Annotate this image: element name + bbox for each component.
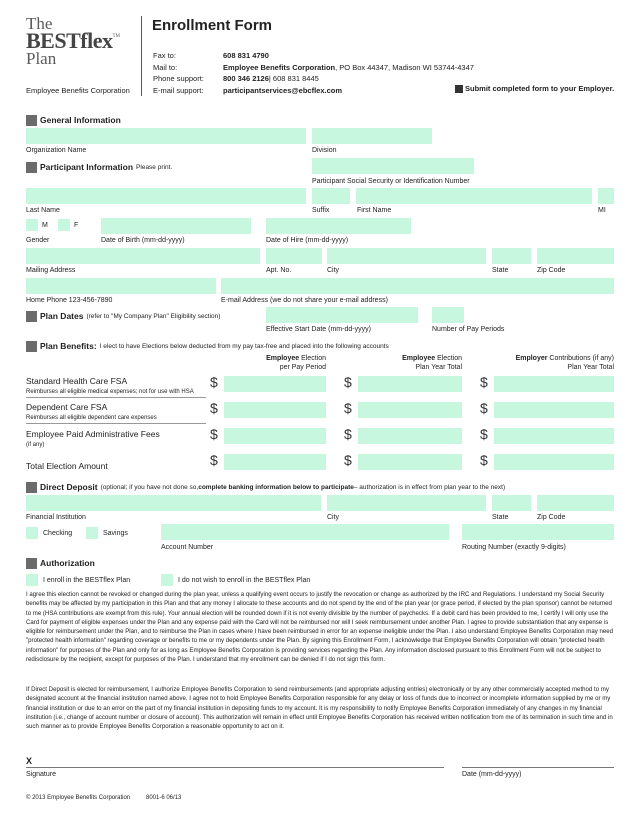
footer-copyright: © 2013 Employee Benefits Corporation <box>26 795 131 801</box>
account-number-label: Account Number <box>161 544 214 551</box>
apt-label: Apt. No. <box>266 267 292 274</box>
contact-fax-value: 608 831 4790 <box>223 51 269 60</box>
section-participant-note: Please print. <box>136 163 173 171</box>
col3-bold: Employer <box>515 355 548 362</box>
enroll-checkbox[interactable] <box>26 574 38 586</box>
logo-line-bestflex: BESTflex <box>26 28 113 53</box>
contact-table <box>153 50 474 96</box>
dependent-care-year-total-input[interactable] <box>358 402 462 418</box>
first-name-input[interactable] <box>356 188 592 204</box>
doh-input[interactable] <box>266 218 411 234</box>
benefit-row-sublabel: Reimburses all eligible medical expenses; not for use with HSA <box>26 389 194 395</box>
section-plan-benefits-note: I elect to have Elections below deducted from my pay tax-free and placed into the following accounts <box>99 342 389 350</box>
home-phone-label: Home Phone 123-456-7890 <box>26 297 113 304</box>
col2-rest: Election <box>435 355 462 362</box>
footer-code: 8001-6 06/13 <box>146 795 182 801</box>
logo-line-the: The <box>26 14 53 33</box>
currency-symbol: $ <box>210 400 218 416</box>
pay-periods-label: Number of Pay Periods <box>432 326 505 333</box>
currency-symbol: $ <box>480 452 488 468</box>
benefit-row-sublabel: Reimburses all eligible dependent care expenses <box>26 415 157 421</box>
currency-symbol: $ <box>480 374 488 390</box>
email-label: E-mail Address (we do not share your e-mail address) <box>221 297 388 304</box>
section-marker-icon <box>26 341 37 352</box>
authorization-paragraph-1: I agree this election cannot be revoked or changed during the plan year, unless a qualifying event occurs to justify the revocation or change as authorized by the IRC and Regulations. I understand my Social Security benefits may be affected by my participation in this Plan and that any money I allocate to these accounts and do not spend by the end of the plan year (or grace period, if elected by the plan sponsor) cannot be returned to me (HSA contributions are exempt from this rule). Your annual election will be rounded down if it is not evenly divisible by the number of paychecks. If a debit card has been provided to me, I certify I will only use the Card for payment of eligible expenses under the Plan and any expense paid with the Card will not be reimbursed nor will I seek reimbursement under another Plan. I agree to provide substantiation that any expense is eligible for reimbursement under the Plan, and to reimburse the Plan in cases where I have been reimbursed in error for an expense ineligible under the Plan. I also understand Employee Benefits Corporation may need "protected health information" regarding coverage or benefits to me or my dependents under the Plan. By signing this Enrollment Form, I acknowledge that Employee Benefits Corporation will obtain "protected health information" for purposes of the Plan and only for as long as Employee Benefits Corporation is providing services regarding the Plan. Any information disclosed pursuant to this Enrollment Form will not be subject to redisclosure by the recipient, except for purposes of the Plan. I understand that my enrollment can be denied if I do not sign this form. <box>26 591 614 664</box>
org-name-label: Organization Name <box>26 147 87 154</box>
dependent-care-per-pay-input[interactable] <box>224 402 326 418</box>
section-plan-benefits <box>26 341 389 352</box>
logo-company: Employee Benefits Corporation <box>26 86 130 95</box>
gender-m-label: M <box>42 222 48 229</box>
section-authorization-title: Authorization <box>40 558 95 569</box>
suffix-label: Suffix <box>312 207 330 214</box>
section-participant <box>26 162 172 173</box>
col3-rest: Contributions (if any) <box>547 355 614 362</box>
health-fsa-year-total-input[interactable] <box>358 376 462 392</box>
savings-label: Savings <box>103 530 128 537</box>
mi-label: MI <box>598 207 606 214</box>
section-plan-dates <box>26 311 220 322</box>
health-fsa-per-pay-input[interactable] <box>224 376 326 392</box>
logo-trademark: TM <box>112 34 120 39</box>
col1-line2: per Pay Period <box>279 364 326 371</box>
section-participant-title: Participant Information <box>40 162 134 173</box>
division-label: Division <box>312 147 337 154</box>
not-enroll-checkbox[interactable] <box>161 574 173 586</box>
benefit-row-label: Total Election Amount <box>26 461 108 471</box>
benefit-row-sublabel: (if any) <box>26 442 45 448</box>
section-direct-deposit <box>26 482 505 493</box>
dependent-care-employer-input[interactable] <box>494 402 614 418</box>
authorization-paragraph-2: If Direct Deposit is elected for reimbursement, I authorize Employee Benefits Corporation to send reimbursements (and appropriate adjusting entries) electronically or by any other commercially accepted method to my designated account at the financial institution named above. I agree not to hold Employee Benefits Corporation responsible for any delay or loss of funds due to incorrect or incomplete information supplied by me or my financial institution or due to an error on the part of my financial institution in depositing funds to my account. It is my responsibility to notify Employee Benefits Corporation immediately of any changes in my financial institution (i.e., change of account number or closure of account). This authorization will remain in effect until Employee Benefits Corporation has received written notification from me of its termination in such time and in such manner as to provide Employee Benefits Corporation a reasonable opportunity to act on it. <box>26 686 613 731</box>
section-marker-icon <box>26 311 37 322</box>
deposit-note-bold: complete banking information below to participate <box>198 483 354 491</box>
admin-fees-year-total-input[interactable] <box>358 428 462 444</box>
section-plan-benefits-title: Plan Benefits: <box>40 341 97 352</box>
currency-symbol: $ <box>210 452 218 468</box>
section-general-title: General Information <box>40 115 121 126</box>
financial-institution-label: Financial Institution <box>26 514 86 521</box>
financial-institution-input[interactable] <box>26 495 321 511</box>
section-plan-dates-note: (refer to "My Company Plan" Eligibility section) <box>86 312 221 320</box>
signature-label: Signature <box>26 771 56 778</box>
contact-fax-label: Fax to: <box>153 51 176 60</box>
header-divider <box>141 16 142 96</box>
col1-bold: Employee <box>266 355 300 362</box>
doh-label: Date of Hire (mm-dd-yyyy) <box>266 237 349 244</box>
bank-state-input[interactable] <box>492 495 531 511</box>
section-marker-icon <box>26 482 37 493</box>
section-direct-deposit-title: Direct Deposit <box>40 482 98 493</box>
account-number-input[interactable] <box>161 524 449 540</box>
bank-city-input[interactable] <box>327 495 486 511</box>
gender-m-checkbox[interactable] <box>26 219 38 231</box>
benefits-col-header-1 <box>236 354 326 372</box>
bank-city-label: City <box>327 514 340 521</box>
ssn-input[interactable] <box>312 158 474 174</box>
effective-date-label: Effective Start Date (mm-dd-yyyy) <box>266 326 371 333</box>
bank-zip-label: Zip Code <box>537 514 566 521</box>
city-input[interactable] <box>327 248 486 264</box>
admin-fees-per-pay-input[interactable] <box>224 428 326 444</box>
contact-phone-value: 800 346 2126 <box>223 74 269 83</box>
logo-line-plan: Plan <box>26 49 57 68</box>
page-title: Enrollment Form <box>152 17 273 34</box>
apt-input[interactable] <box>266 248 322 264</box>
section-authorization <box>26 558 98 569</box>
bank-zip-input[interactable] <box>537 495 614 511</box>
checking-label: Checking <box>43 530 73 537</box>
currency-symbol: $ <box>210 374 218 390</box>
health-fsa-employer-input[interactable] <box>494 376 614 392</box>
division-input[interactable] <box>312 128 432 144</box>
zip-input[interactable] <box>537 248 614 264</box>
date-line[interactable] <box>462 767 614 768</box>
signature-x-mark: X <box>26 756 33 766</box>
city-label: City <box>327 267 340 274</box>
effective-date-input[interactable] <box>266 307 418 323</box>
contact-email-label: E-mail support: <box>153 85 204 95</box>
contact-mail-rest: , PO Box 44347, Madison WI 53744-4347 <box>335 62 474 72</box>
first-name-label: First Name <box>357 207 392 214</box>
section-general <box>26 115 124 126</box>
section-marker-icon <box>26 162 37 173</box>
email-input[interactable] <box>221 278 614 294</box>
zip-label: Zip Code <box>537 267 566 274</box>
home-phone-input[interactable] <box>26 278 216 294</box>
pay-periods-input[interactable] <box>432 307 464 323</box>
routing-number-label: Routing Number (exactly 9-digits) <box>462 544 566 551</box>
currency-symbol: $ <box>480 426 488 442</box>
deposit-note-2: – authorization is in effect from plan year to the next) <box>353 483 506 491</box>
admin-fees-employer-input[interactable] <box>494 428 614 444</box>
mailing-address-input[interactable] <box>26 248 260 264</box>
contact-mail-label: Mail to: <box>153 62 178 72</box>
benefit-row-label: Employee Paid Administrative Fees <box>26 429 160 439</box>
contact-phone-rest: | 608 831 8445 <box>268 74 319 83</box>
last-name-input[interactable] <box>26 188 306 204</box>
contact-mail-value: Employee Benefits Corporation <box>223 62 336 72</box>
benefits-col-header-2 <box>372 354 462 372</box>
dob-input[interactable] <box>101 218 251 234</box>
total-year-total-input[interactable] <box>358 454 462 470</box>
section-plan-dates-title: Plan Dates <box>40 311 84 322</box>
savings-checkbox[interactable] <box>86 527 98 539</box>
col2-line2: Plan Year Total <box>415 364 462 371</box>
benefit-row-label: Dependent Care FSA <box>26 402 108 412</box>
gender-label: Gender <box>26 237 50 244</box>
gender-f-label: F <box>74 222 79 229</box>
contact-phone-label: Phone support: <box>153 74 204 83</box>
currency-symbol: $ <box>344 374 352 390</box>
section-marker-icon <box>26 558 37 569</box>
last-name-label: Last Name <box>26 207 60 214</box>
state-label: State <box>492 267 509 274</box>
currency-symbol: $ <box>344 426 352 442</box>
gender-f-checkbox[interactable] <box>58 219 70 231</box>
col3-line2: Plan Year Total <box>567 364 614 371</box>
contact-email-value: participantservices@ebcflex.com <box>223 85 343 95</box>
currency-symbol: $ <box>480 400 488 416</box>
ssn-label: Participant Social Security or Identification Number <box>312 178 470 185</box>
signature-line[interactable] <box>26 767 444 768</box>
checking-checkbox[interactable] <box>26 527 38 539</box>
state-input[interactable] <box>492 248 531 264</box>
submit-note <box>455 84 614 93</box>
benefits-col-header-3 <box>490 354 614 372</box>
total-per-pay-input[interactable] <box>224 454 326 470</box>
col1-rest: Election <box>299 355 326 362</box>
bank-state-label: State <box>492 514 509 521</box>
enroll-label: I enroll in the BESTflex Plan <box>43 577 131 584</box>
logo <box>26 16 136 66</box>
section-marker-icon <box>26 115 37 126</box>
not-enroll-label: I do not wish to enroll in the BESTflex Plan <box>178 577 311 584</box>
org-name-input[interactable] <box>26 128 306 144</box>
currency-symbol: $ <box>344 400 352 416</box>
col2-bold: Employee <box>402 355 436 362</box>
benefit-row-divider <box>26 423 206 424</box>
signature-date-label: Date (mm-dd-yyyy) <box>462 771 522 778</box>
currency-symbol: $ <box>344 452 352 468</box>
deposit-note-1: (optional; if you have not done so, <box>100 483 199 491</box>
routing-number-input[interactable] <box>462 524 614 540</box>
dob-label: Date of Birth (mm-dd-yyyy) <box>101 237 185 244</box>
mi-input[interactable] <box>598 188 614 204</box>
square-bullet-icon <box>455 85 463 93</box>
mailing-address-label: Mailing Address <box>26 267 76 274</box>
currency-symbol: $ <box>210 426 218 442</box>
benefit-row-divider <box>26 397 206 398</box>
total-employer-input[interactable] <box>494 454 614 470</box>
suffix-input[interactable] <box>312 188 350 204</box>
benefit-row-label: Standard Health Care FSA <box>26 376 128 386</box>
submit-note-text: Submit completed form to your Employer. <box>465 84 615 93</box>
